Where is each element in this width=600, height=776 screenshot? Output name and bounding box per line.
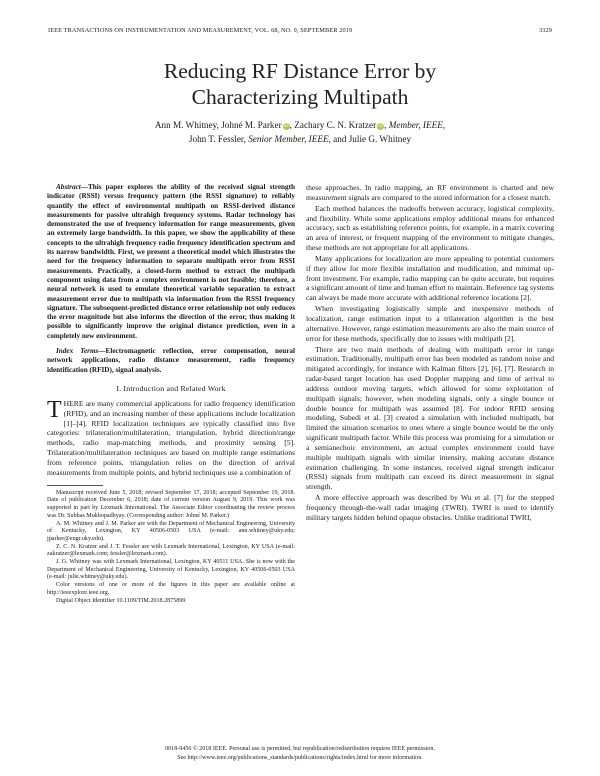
body-paragraph: Each method balances the tradeoffs between accuracy, logistical complexity, and flexibility. While some applications employ additional means for enhanced accuracy, such as establishing reference points, for example, in a matrix covering an area of interest, or frequent mapping of the environment to mitigate changes, these methods are not appropriate for all applications. (306, 203, 554, 253)
index-terms-dash: — (98, 347, 106, 356)
author-line-1 (40, 119, 560, 133)
author-membership: Member, IEEE (388, 120, 443, 130)
body-paragraph: these approaches. In radio mapping, an RF environment is charted and new measurement signals are compared to the stored information for a closest match. (306, 183, 554, 202)
intro-paragraph (47, 396, 295, 478)
index-terms-text: Electromagnetic reflection, error compensation, neural network applications, radio distance measurement, radio frequency identification (RFID), signal analysis. (47, 347, 295, 374)
author-sep: , (442, 120, 446, 130)
abstract (47, 183, 295, 341)
abstract-dash: — (80, 183, 88, 191)
body-paragraph: Many applications for localization are more appealing to potential customers if they allow for more flexible installation and modification, and minimal up-front investment. For example, radio mapping can be quite accurate, but requires a significant amount of time and human effort to maintain. Reference tag systems can always be made more accurate with additional reference locations [2]. (306, 253, 554, 303)
intro-text: are many commercial applications for radio frequency identification (RFID), and an increasing number of these applications include localization [1]–[4]. RFID localization techniques are typically classified into five categories: trilateration/multilateration, triangulation, hybrid direction/range methods, radio map-matching methods, and proximity sensing [5]. Trilateration/multilateration techniques are based on multiple range estimations from reference points, triangulation relies on the direction of arrival measurements from multiple points, and hybrid techniques use a combination of (47, 398, 295, 477)
body-paragraph: There are two main methods of dealing with multipath error in range estimation. Traditionally, multipath error has been modeled as random noise and mitigated accordingly, for instance with Kalman filters [2], [6], [7]. Research in radar-based target location has used Doppler mapping and time of arrival to address outdoor moving targets, which allowed for some exploitation of multipath signals; however, when modeling signals, only a single bounce or double bounce for multipath was assumed [8]. For indoor RFID sensing modeling, Subedi et al. [3] created a simulation with included multipath, but limited the situation scenarios to ones where a single bounce would be the only significant multipath factor. While this process was promising for a simulation or a semianechoic environment, an actual complex environment could have multiple multipath signals with similar intensity, making accurate distance estimation challenging. In some instances, received signal strength indicator (RSSI) signals from multipath can exceed its direct measurement in signal strength. (306, 344, 554, 492)
footnote-doi: Digital Object Identifier 10.1109/TIM.2018.2875899 (56, 597, 186, 604)
section-heading (47, 384, 295, 393)
author-names-3: John T. Fessler, (188, 133, 249, 144)
author-block (40, 119, 560, 146)
page-number: 3329 (539, 27, 552, 34)
index-terms (47, 347, 295, 375)
body-paragraph: When investigating logistically simple and inexpensive methods of localization, range estimation input to a trilateration algorithm is the best alternative. However, range estimation measurements are also the main source of error for these methods, specifically due to issues with multipath [2]. (306, 304, 554, 343)
section-numeral: I. (116, 383, 124, 393)
section-title: Introduction and Related Work (123, 383, 226, 393)
author-membership: Senior Member, IEEE (248, 133, 329, 144)
running-header (48, 27, 552, 34)
footnote-divider (47, 485, 103, 486)
drop-cap: T (47, 396, 62, 423)
orcid-icon[interactable]: iD (283, 124, 289, 129)
title-line-1: Reducing RF Distance Error by (163, 59, 437, 83)
abstract-text: This paper explores the ability of the received signal strength indicator (RSSI) versus frequency pattern (the RSSI signature) to reliably quantify the effect of environmental multipath on RSSI-derived distance measurements for passive ultrahigh frequency systems. Radar technology has demonstrated the use of frequency information for range measurements, given an extremely large bandwidth. In this paper, we show the applicability of these concepts to the ultrahigh frequency radio frequency identification spectrum and its narrow bandwidth. First, we present a theoretical model which illustrates the need for the frequency information to separate multipath error from RSSI measurements. Practically, a closed-form method to extract the multipath component using data from a complex environment is not feasible; therefore, a neural network is used to emulate theoretical variable separation to extract measurement error due to multipath via information from the RSSI frequency signature. The subsequent-predicted distance error relationship not only reduces the error magnitude but also informs the direction of the error, thus making it possible to significantly improve the original distance prediction, even in a completely new environment. (47, 183, 295, 340)
title-line-2: Characterizing Multipath (191, 84, 409, 109)
author-sep: , (384, 120, 389, 130)
journal-line: IEEE TRANSACTIONS ON INSTRUMENTATION AND MEASUREMENT, VOL. 68, NO. 9, SEPTEMBER 2019 (48, 27, 353, 34)
author-line-2 (40, 133, 560, 147)
author-names-4: , and Julie G. Whitney (328, 133, 412, 144)
author-names-1: Ann M. Whitney, Johné M. Parker (154, 120, 282, 130)
right-column (306, 183, 554, 523)
abstract-label: Abstract (56, 183, 81, 191)
footnote-received: Manuscript received June 5, 2018; revised September 17, 2018; accepted September 19, 2018. Date of publication December 6, 2018; date of current version August 9, 2019. This work was supported in part by Lexmark International. The Associate Editor coordinating the review process was Dr. Subhas Mukhopadhyay. (Corresponding author: Johné M. Parker.) (47, 489, 295, 519)
copyright-line: 0018-9456 © 2018 IEEE. Personal use is permitted, but republication/redistribution requires IEEE permission. (165, 746, 435, 752)
lead-word: HERE (63, 398, 84, 408)
orcid-icon[interactable]: iD (378, 124, 384, 129)
footnote-affil-2: Z. C. N. Kratzer and J. T. Fessler are with Lexmark International, Lexington, KY USA (e-mail: zakratzer@lexmark.com; fessler@lexmark.com). (47, 543, 295, 558)
index-terms-label: Index Terms (56, 347, 99, 356)
body-paragraph: A more effective approach was described by Wu et al. [7] for the stepped frequency through-the-wall radar imaging (TWRI). TWRI is used to identify military targets hidden behind opaque obstacles. Unlike traditional TWRI, (306, 493, 554, 522)
rights-link[interactable]: See http://www.ieee.org/publications_standards/publications/rights/index.html for more information. (177, 755, 423, 761)
footnote-affil-1: A. M. Whitney and J. M. Parker are with the Department of Mechanical Engineering, University of Kentucky, Lexington, KY 40506-0503 USA (e-mail: ann.whitney@uky.edu; jparker@engr.uky.edu). (47, 520, 295, 542)
footnote-affil-3: J. G. Whitney was with Lexmark International, Lexington, KY 40511 USA. She is now with the Department of Mechanical Engineering, University of Kentucky, Lexington, KY 40506-0503 USA (e-mail: julie.whitney@uky.edu). (47, 559, 295, 581)
footnote-color: Color versions of one or more of the figures in this paper are available online at http://ieeexplore.ieee.org. (47, 582, 295, 596)
author-names-2: , Zachary C. N. Kratzer (289, 120, 377, 130)
left-column (47, 183, 295, 605)
paper-title (40, 59, 560, 110)
